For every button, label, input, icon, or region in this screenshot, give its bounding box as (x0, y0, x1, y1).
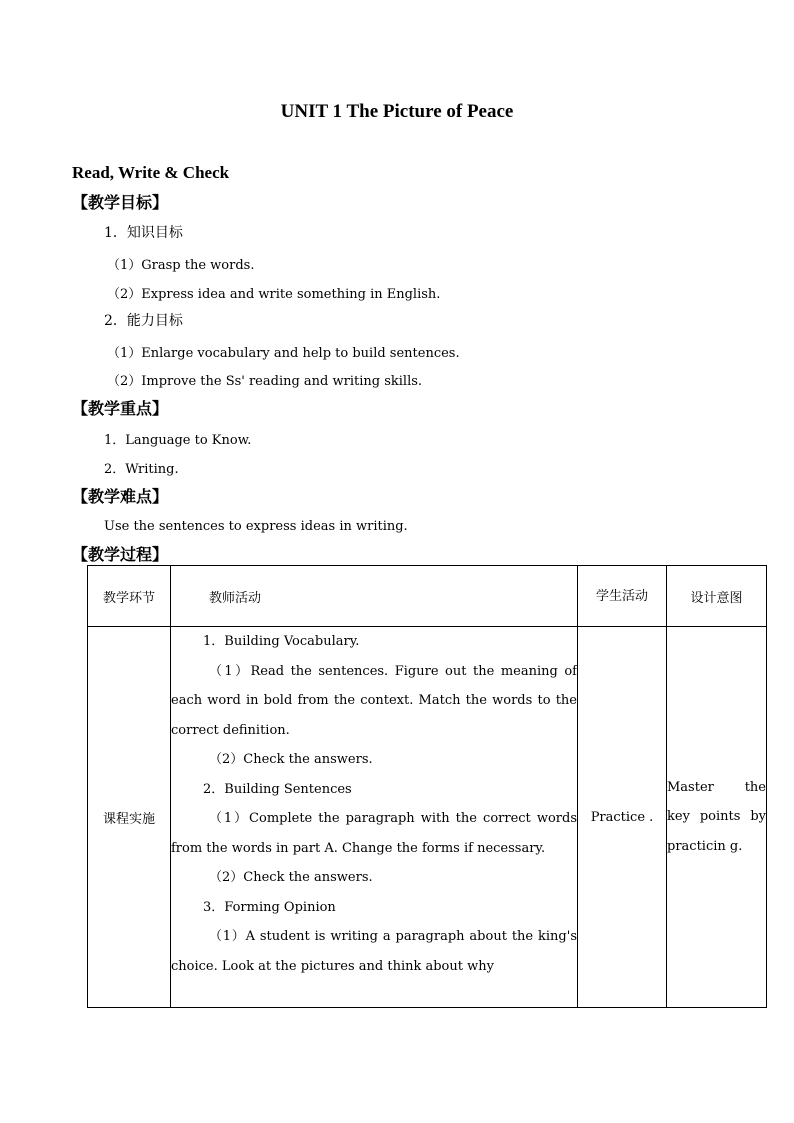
stage-cell: 课程实施 (88, 627, 171, 1008)
difficulties-heading: 【教学难点】 (72, 487, 169, 506)
key-points-heading: 【教学重点】 (72, 399, 169, 418)
activity-line: 1．Building Vocabulary. (203, 634, 360, 649)
key-point-item: 1．Language to Know. (104, 433, 252, 448)
teacher-activities-cell (171, 627, 578, 1008)
activity-line: （2）Check the answers. (209, 752, 373, 767)
section-subtitle: Read, Write & Check (72, 163, 230, 182)
activity-line: 3．Forming Opinion (203, 899, 336, 915)
header-teacher-activity: 教师活动 (171, 566, 578, 627)
objectives-heading: 【教学目标】 (72, 193, 169, 212)
key-point-item: 2．Writing. (104, 462, 179, 477)
ability-item: （1）Enlarge vocabulary and help to build sentences. (107, 346, 460, 361)
header-stage: 教学环节 (88, 566, 171, 627)
process-heading: 【教学过程】 (72, 545, 169, 564)
ability-item: （2）Improve the Ss' reading and writing skills. (107, 374, 423, 389)
ability-heading: 2．能力目标 (104, 313, 183, 329)
page-title: UNIT 1 The Picture of Peace (280, 101, 514, 122)
knowledge-item: （1）Grasp the words. (107, 258, 255, 273)
header-design-intent: 设计意图 (667, 566, 767, 627)
activity-line: 2．Building Sentences (203, 781, 352, 797)
knowledge-heading: 1．知识目标 (104, 225, 183, 241)
table-row (88, 627, 767, 1008)
design-intent-cell: Master the key points by practicin g. (667, 627, 767, 1008)
table-header-row (88, 566, 767, 627)
knowledge-item: （2）Express idea and write something in English. (107, 287, 441, 302)
process-table (87, 565, 767, 1008)
activity-line: （1）A student is writing a paragraph about the king's choice. Look at the pictures and think about why (171, 929, 577, 974)
activity-line: （1）Complete the paragraph with the correct words from the words in part A. Change the forms if necessary. (171, 811, 577, 856)
student-activity-cell: Practice . (578, 627, 667, 1008)
activity-line: （2）Check the answers. (209, 870, 373, 885)
difficulties-text: Use the sentences to express ideas in writing. (104, 519, 408, 534)
header-student-activity: 学生活动 (578, 566, 667, 627)
activity-line: （1）Read the sentences. Figure out the meaning of each word in bold from the context. Match the words to the correct definition. (171, 663, 577, 738)
